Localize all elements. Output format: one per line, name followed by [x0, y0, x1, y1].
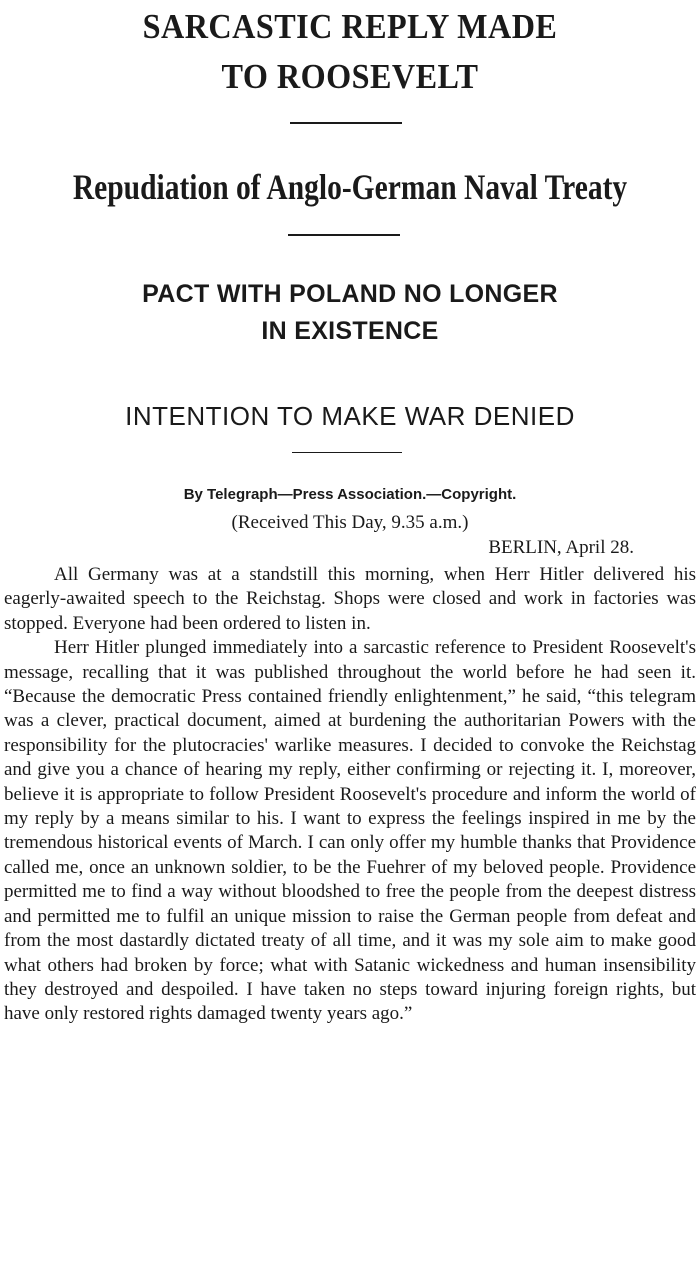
fourth-headline: INTENTION TO MAKE WAR DENIED — [125, 401, 575, 431]
main-headline-line-1: SARCASTIC REPLY MADE — [142, 7, 558, 46]
article-paragraph: Herr Hitler plunged immediately into a sarcastic reference to President Roosevelt's message, recalling that it was published throughout the world before he had seen it. “Because the democratic Press contained friendly enlightenment,” he said, “this telegram was a clever, practical document, aimed at burdening the authoritarian Powers with the responsibility for the plutocracies' warlike measures. I decided to convoke the Reichstag and give you a chance of hearing my reply, either confirming or rejecting it. I, moreover, believe it is appropriate to follow President Roosevelt's procedure and inform the world of my reply by a means similar to his. I want to express the feelings inspired in me by the tremendous historical events of March. I can only offer my humble thanks that Providence called me, once an unknown soldier, to be the Fuehrer of my beloved people. Providence permitted me to find a way without bloodshed to free the people from the deepest distress and permitted me to fulfil an unique mission to raise the German people from defeat and from the most dastardly dictated treaty of all time, and it was my sole aim to make good what others had broken by force; what with Satanic wickedness and human insensibility they destroyed and despoiled. I have taken no steps toward injuring foreign rights, but have only restored rights damaged twenty years ago.” — [4, 637, 696, 1025]
article-body — [4, 563, 696, 1027]
secondary-headline: Repudiation of Anglo-German Naval Treaty — [72, 167, 628, 207]
divider-rule — [290, 122, 402, 124]
article-paragraph: All Germany was at a standstill this morning, when Herr Hitler delivered his eagerly-awaited speech to the Reichstag. Shops were closed and work in factories was stopped. Everyone had been ordered to listen in. — [4, 564, 696, 634]
main-headline-line-2: TO ROOSEVELT — [221, 57, 479, 96]
dateline: BERLIN, April 28. — [488, 537, 634, 558]
byline: By Telegraph—Press Association.—Copyright. — [183, 486, 517, 503]
main-headline — [28, 2, 672, 102]
third-headline — [0, 276, 700, 350]
third-headline-line-2: IN EXISTENCE — [261, 317, 439, 345]
divider-rule — [288, 234, 400, 236]
received-note: (Received This Day, 9.35 a.m.) — [231, 512, 469, 533]
divider-rule — [292, 452, 402, 453]
third-headline-line-1: PACT WITH POLAND NO LONGER — [142, 280, 558, 308]
